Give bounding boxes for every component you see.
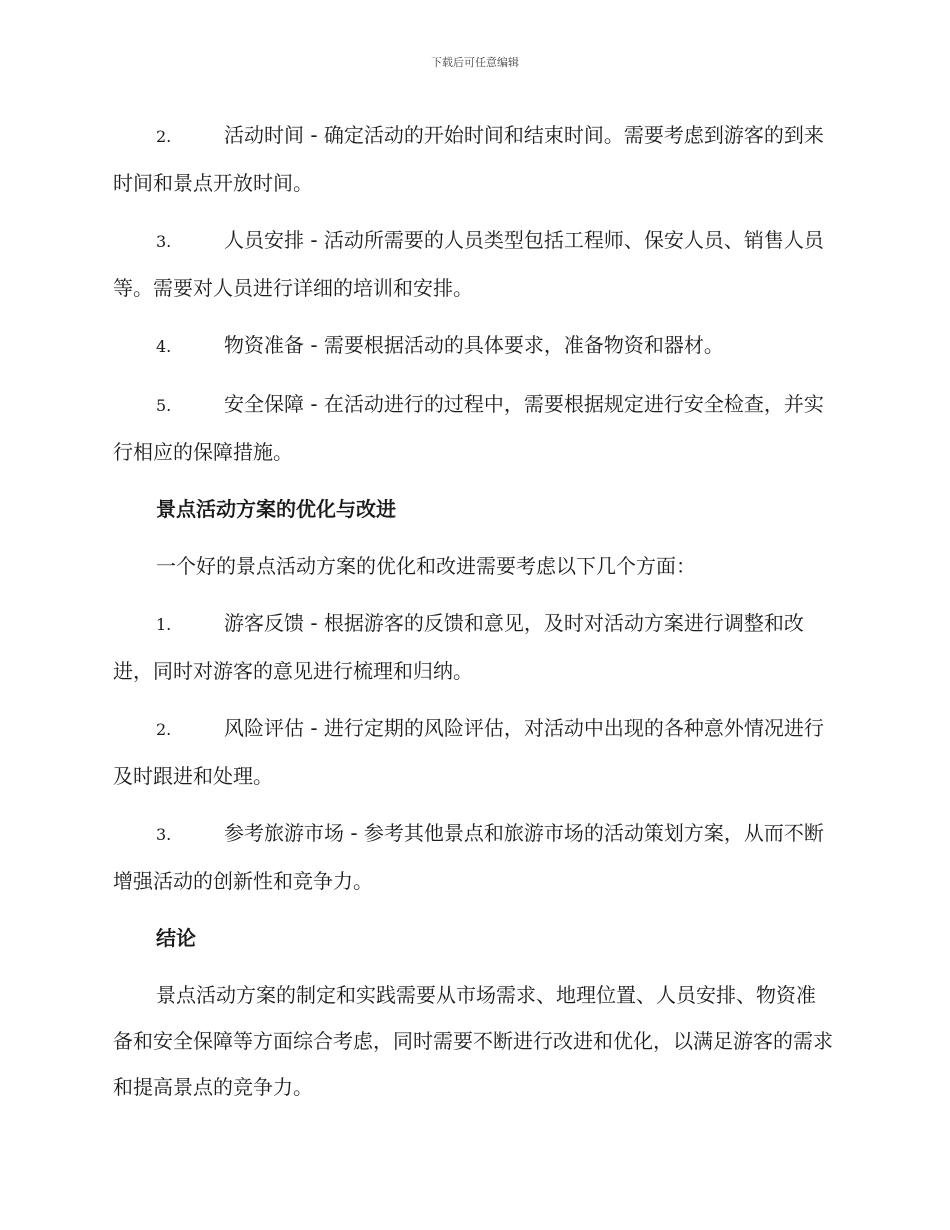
- list-text: 游客反馈 - 根据游客的反馈和意见，及时对活动方案进行调整和改进，同时对游客的意见进行梳理和归纳。: [113, 611, 804, 683]
- list-item: [113, 112, 833, 206]
- list-text: 物资准备 - 需要根据活动的具体要求，准备物资和器材。: [224, 333, 724, 357]
- list-item: [113, 322, 833, 370]
- page-header: 下载后可任意编辑: [431, 56, 519, 69]
- list-number: 4.: [156, 337, 172, 356]
- list-item: [113, 810, 833, 904]
- section-intro: 一个好的景点活动方案的优化和改进需要考虑以下几个方面：: [156, 554, 696, 578]
- list-item: [113, 381, 833, 475]
- list-number: 3.: [156, 232, 172, 251]
- section-heading-conclusion: 结论: [156, 926, 196, 950]
- list-text: 活动时间 - 确定活动的开始时间和结束时间。需要考虑到游客的到来时间和景点开放时间。: [113, 123, 824, 195]
- list-number: 2.: [156, 720, 172, 739]
- list-text: 风险评估 - 进行定期的风险评估，对活动中出现的各种意外情况进行及时跟进和处理。: [113, 716, 824, 788]
- list-item: [113, 600, 833, 694]
- list-text: 人员安排 - 活动所需要的人员类型包括工程师、保安人员、销售人员等。需要对人员进行详细的培训和安排。: [113, 228, 824, 300]
- list-number: 3.: [156, 825, 172, 844]
- list-item: [113, 705, 833, 799]
- list-item: [113, 217, 833, 311]
- section-heading-optimization: 景点活动方案的优化与改进: [156, 497, 396, 521]
- list-text: 参考旅游市场 - 参考其他景点和旅游市场的活动策划方案，从而不断增强活动的创新性和竞争力。: [113, 821, 824, 893]
- conclusion-paragraph: 景点活动方案的制定和实践需要从市场需求、地理位置、人员安排、物资准备和安全保障等方面综合考虑，同时需要不断进行改进和优化，以满足游客的需求和提高景点的竞争力。: [113, 983, 833, 1099]
- list-number: 2.: [156, 127, 172, 146]
- list-text: 安全保障 - 在活动进行的过程中，需要根据规定进行安全检查，并实行相应的保障措施。: [113, 392, 824, 464]
- document-body: [113, 112, 833, 1121]
- list-number: 5.: [156, 396, 172, 415]
- list-number: 1.: [156, 615, 172, 634]
